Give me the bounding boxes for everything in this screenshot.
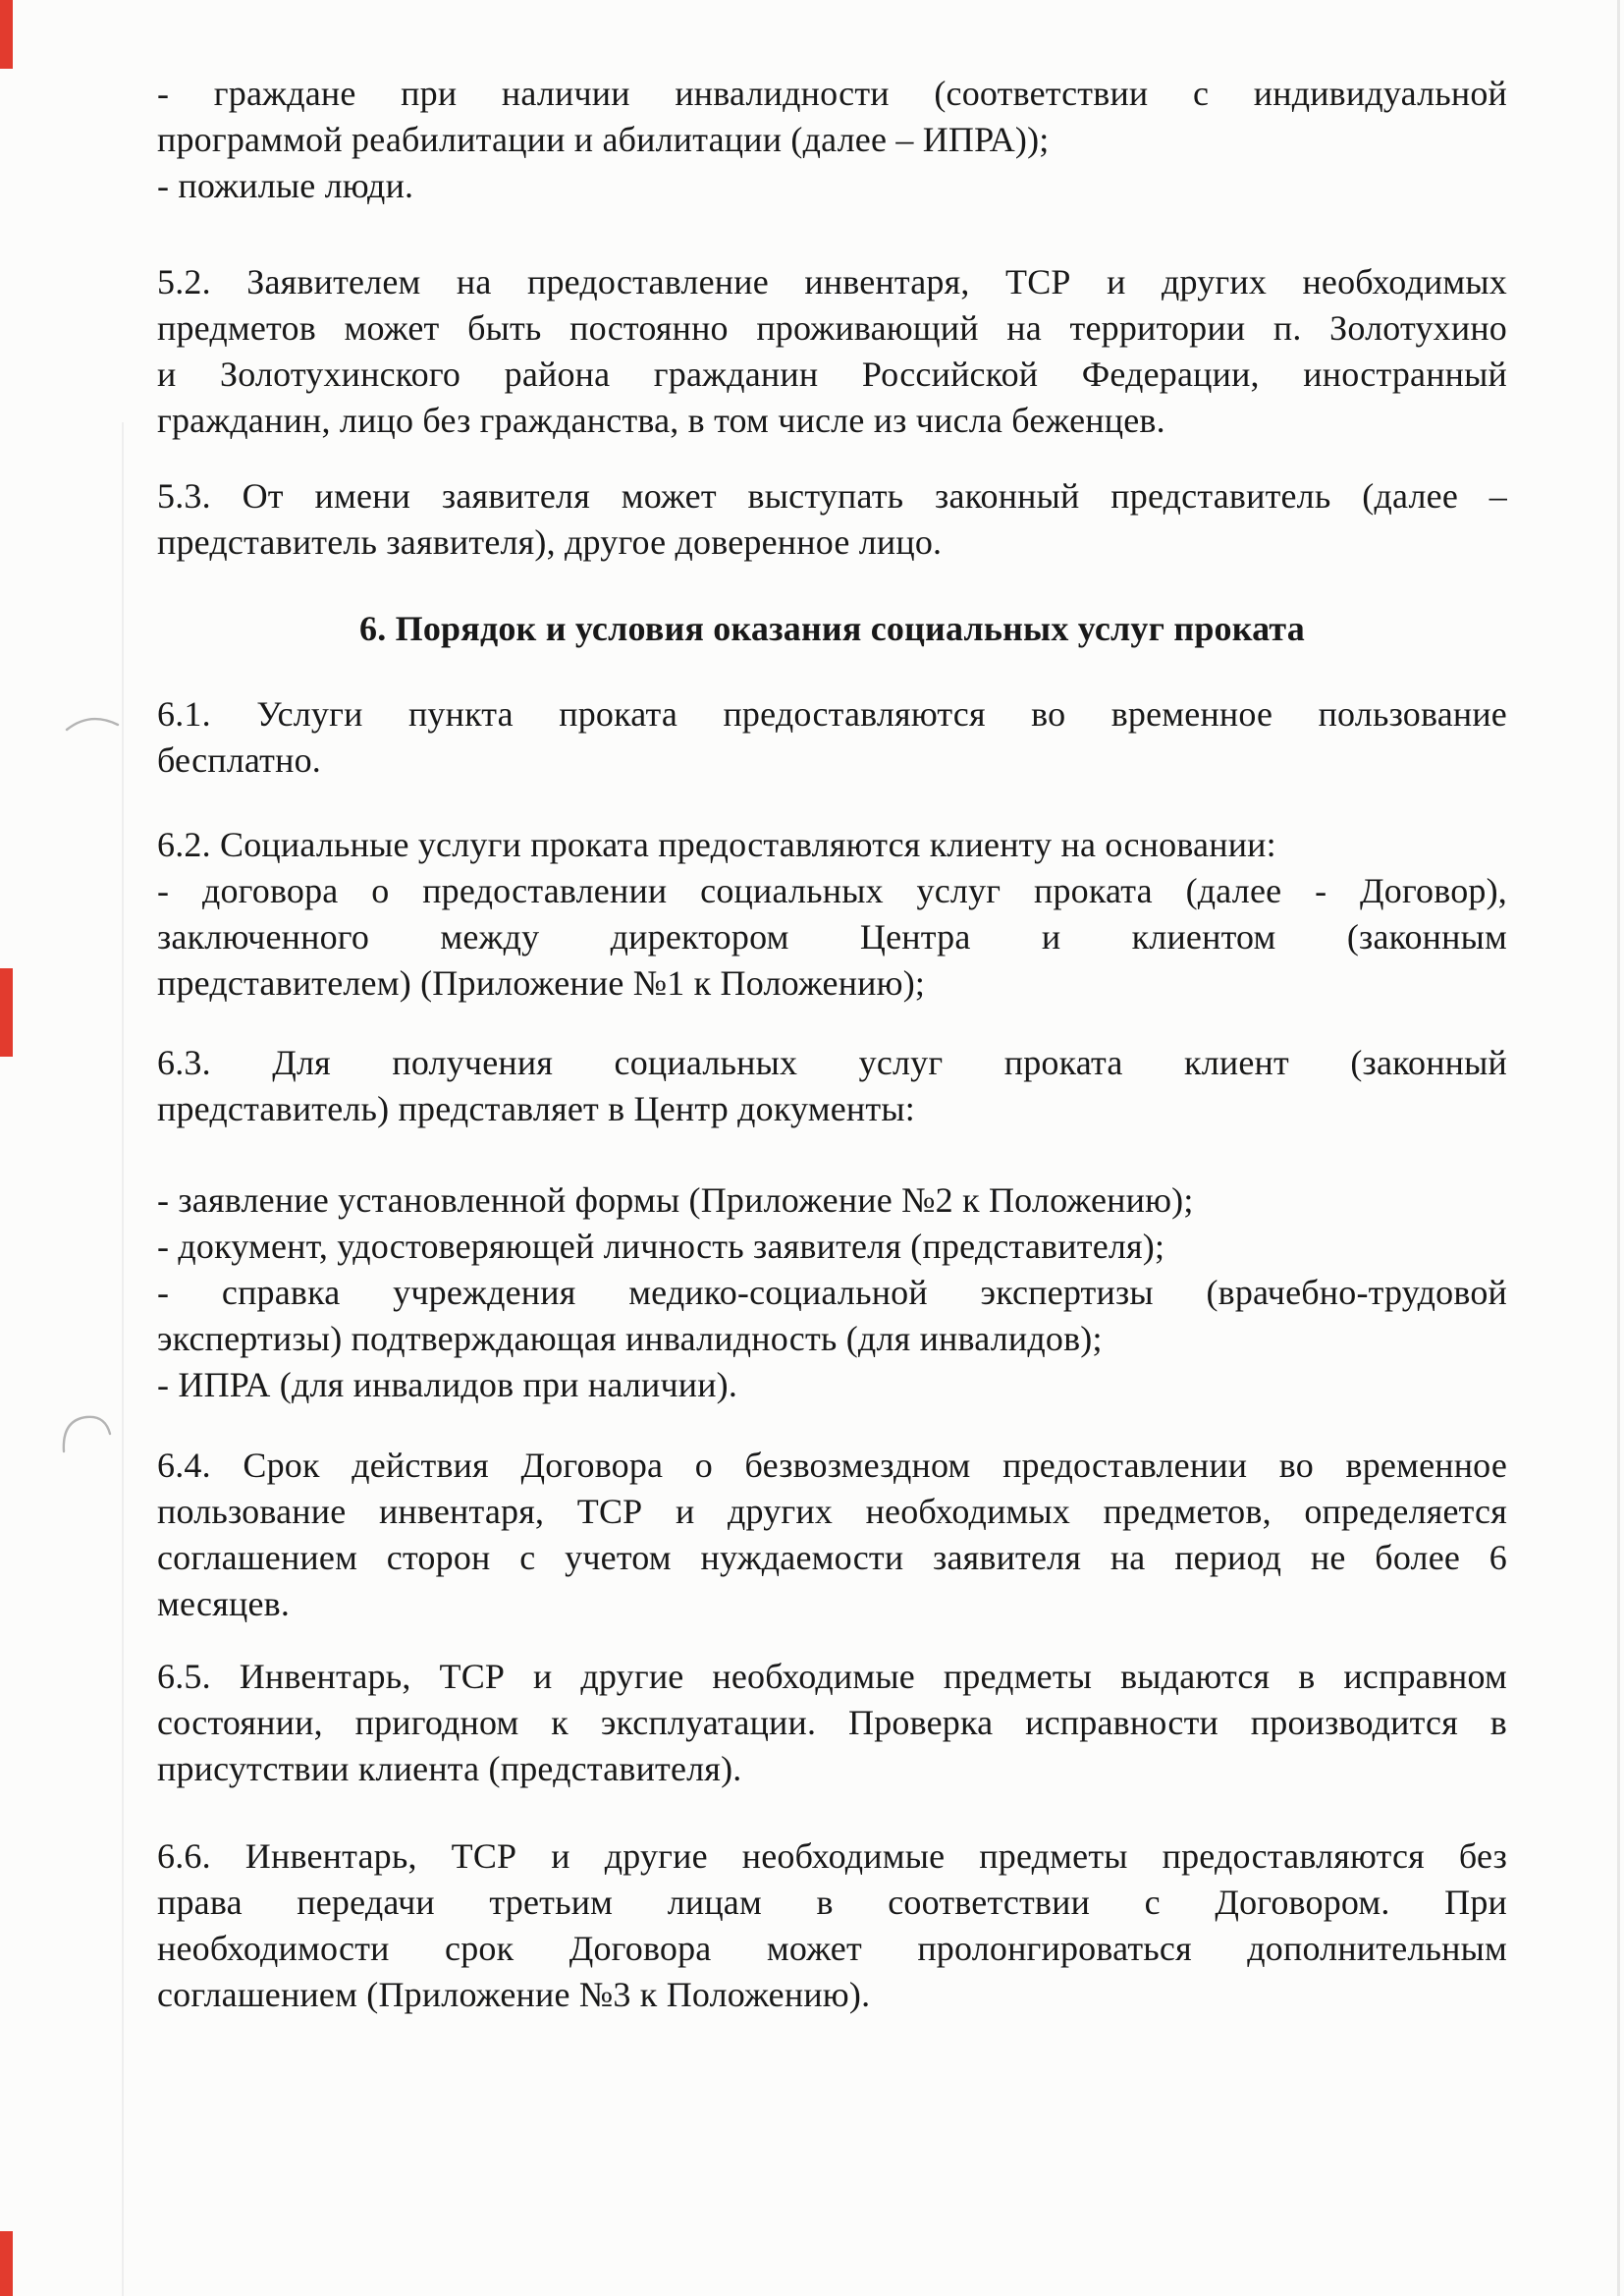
text-line: 5.2. Заявителем на предоставление инвентаря, ТСР и других необходимых [157, 262, 1507, 301]
text-line: права передачи третьим лицам в соответствии с Договором. При [157, 1883, 1507, 1922]
text-line: 6. Порядок и условия оказания социальных услуг проката [359, 609, 1305, 648]
paragraph-5-3 [157, 473, 1507, 566]
text-line: соглашением сторон с учетом нуждаемости заявителя на период не более 6 [157, 1538, 1507, 1577]
text-line: присутствии клиента (представителя). [157, 1749, 742, 1788]
text-line: экспертизы) подтверждающая инвалидность (для инвалидов); [157, 1319, 1103, 1358]
text-line: гражданин, лицо без гражданства, в том числе из числа беженцев. [157, 401, 1165, 440]
scan-edge-shadow [1617, 0, 1620, 2296]
text-line: 6.4. Срок действия Договора о безвозмездном предоставлении во временное [157, 1446, 1507, 1485]
text-line: и Золотухинского района гражданин Российской Федерации, иностранный [157, 355, 1507, 394]
paragraph-6-6 [157, 1833, 1507, 2018]
text-line: - документ, удостоверяющей личность заявителя (представителя); [157, 1227, 1165, 1266]
paragraph-6-2 [157, 822, 1507, 1007]
text-line: 6.5. Инвентарь, ТСР и другие необходимые предметы выдаются в исправном [157, 1657, 1507, 1696]
scan-fold-line [122, 422, 124, 2296]
text-line: соглашением (Приложение №3 к Положению). [157, 1975, 871, 2014]
text-line: - граждане при наличии инвалидности (соответствии с индивидуальной [157, 74, 1507, 113]
text-line: 6.2. Социальные услуги проката предоставляются клиенту на основании: [157, 825, 1276, 864]
text-line: необходимости срок Договора может пролонгироваться дополнительным [157, 1929, 1507, 1968]
paragraph-recipients [157, 71, 1507, 209]
text-line: 6.1. Услуги пункта проката предоставляются во временное пользование [157, 694, 1507, 734]
text-line: месяцев. [157, 1584, 291, 1623]
text-line: 5.3. От имени заявителя может выступать законный представитель (далее – [157, 476, 1507, 516]
text-line: предметов может быть постоянно проживающий на территории п. Золотухино [157, 308, 1507, 348]
paragraph-6-5 [157, 1654, 1507, 1792]
text-line: - заявление установленной формы (Приложение №2 к Положению); [157, 1180, 1194, 1220]
text-line: заключенного между директором Центра и клиентом (законным [157, 917, 1507, 957]
section-6-heading [157, 606, 1507, 652]
scan-mark-red-middle [0, 968, 13, 1057]
paragraph-6-4 [157, 1443, 1507, 1627]
text-line: пользование инвентаря, ТСР и других необходимых предметов, определяется [157, 1492, 1507, 1531]
paragraph-5-2 [157, 259, 1507, 444]
text-line: - ИПРА (для инвалидов при наличии). [157, 1365, 738, 1404]
text-line: - пожилые люди. [157, 166, 414, 205]
text-column [157, 71, 1507, 2018]
text-line: 6.6. Инвентарь, ТСР и другие необходимые предметы предоставляются без [157, 1836, 1507, 1876]
documents-list [157, 1177, 1507, 1408]
scan-mark-red-top [0, 0, 13, 69]
paragraph-6-1 [157, 691, 1507, 784]
text-line: - договора о предоставлении социальных услуг проката (далее - Договор), [157, 871, 1507, 910]
text-line: представителем) (Приложение №1 к Положению); [157, 963, 926, 1003]
text-line: программой реабилитации и абилитации (далее – ИПРА)); [157, 120, 1050, 159]
pen-arc-artifact-upper [61, 709, 124, 735]
text-line: представитель) представляет в Центр документы: [157, 1089, 915, 1128]
scan-mark-red-bottom [0, 2231, 13, 2296]
text-line: представитель заявителя), другое доверенное лицо. [157, 522, 943, 562]
paragraph-6-3 [157, 1040, 1507, 1132]
text-line: 6.3. Для получения социальных услуг проката клиент (законный [157, 1043, 1507, 1082]
pen-arc-artifact-lower [61, 1414, 116, 1455]
text-line: - справка учреждения медико-социальной экспертизы (врачебно-трудовой [157, 1273, 1507, 1312]
text-line: бесплатно. [157, 740, 321, 780]
text-line: состоянии, пригодном к эксплуатации. Проверка исправности производится в [157, 1703, 1507, 1742]
